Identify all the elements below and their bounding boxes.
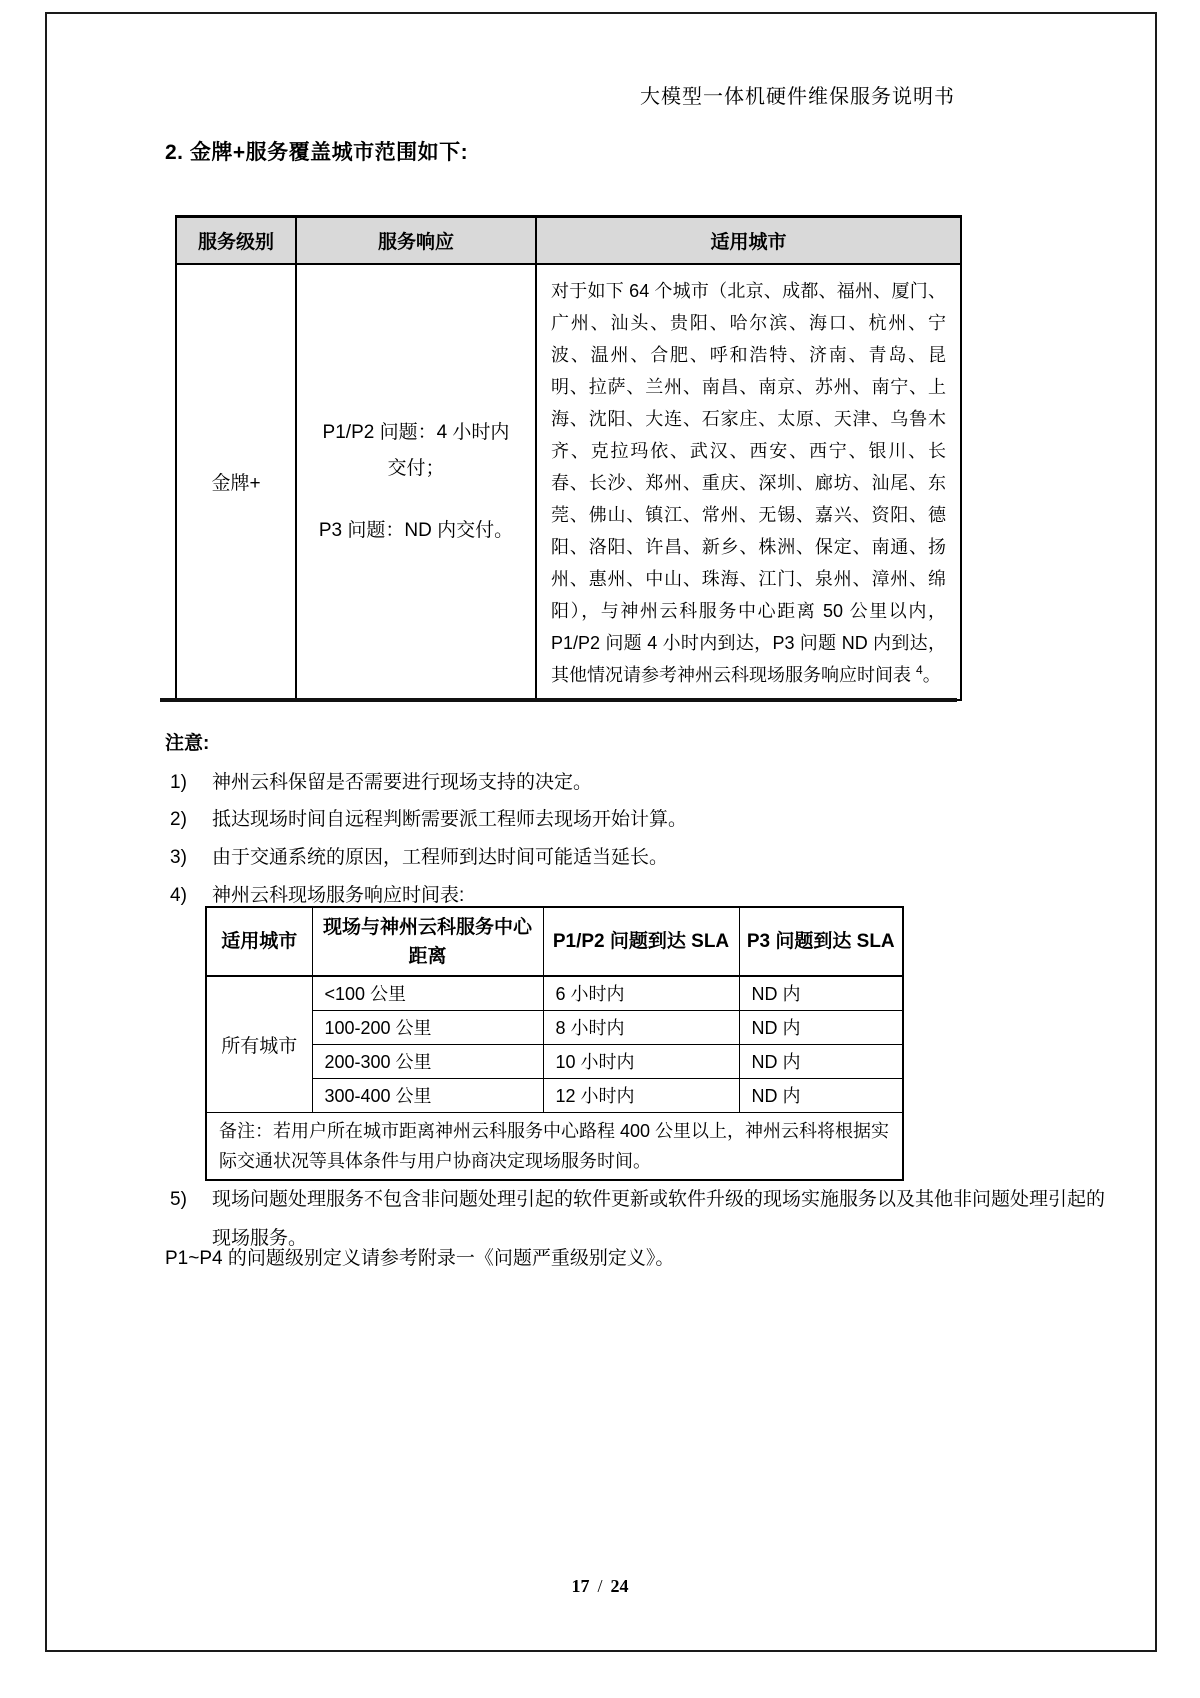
table2-header-applicable-cities: 适用城市 (206, 907, 312, 976)
notice-item-4-text: 神州云科现场服务响应时间表: (212, 885, 465, 906)
table2-remark-cell: 备注：若用户所在城市距离神州云科服务中心路程 400 公里以上，神州云科将根据实际交通状况等具体条件与用户协商决定现场服务时间。 (206, 1112, 903, 1180)
service-level-cell: 金牌+ (176, 264, 296, 700)
notice-item-5-number: 5) (170, 1189, 187, 1210)
page-number-separator: / (597, 1576, 603, 1596)
page-number-total: 24 (610, 1576, 629, 1596)
notice-item-1-number: 1) (170, 772, 187, 793)
table2-header-row (206, 907, 903, 976)
notice-item-1-text: 神州云科保留是否需要进行现场支持的决定。 (212, 772, 593, 793)
section-divider-rule (160, 698, 957, 702)
table2-header-p3-sla: P3 问题到达 SLA (739, 907, 903, 976)
p3-sla-cell: ND 内 (739, 1078, 903, 1112)
page-number-current: 17 (571, 1576, 590, 1596)
gold-plus-coverage-table (175, 215, 962, 701)
distance-cell: <100 公里 (312, 976, 543, 1010)
notice-item-2-number: 2) (170, 809, 187, 830)
notice-item-3 (170, 843, 668, 873)
p1p2-sla-cell: 6 小时内 (543, 976, 739, 1010)
service-response-cell (296, 264, 536, 700)
page-number (0, 1576, 1200, 1597)
table1-header-applicable-cities: 适用城市 (536, 217, 961, 264)
notice-label: 注意: (165, 733, 210, 754)
p1p2-sla-cell: 10 小时内 (543, 1044, 739, 1078)
p3-sla-cell: ND 内 (739, 1044, 903, 1078)
section-title: 2. 金牌+服务覆盖城市范围如下: (165, 141, 469, 164)
table1-header-row (176, 217, 961, 264)
table1-data-row (176, 264, 961, 700)
p3-sla-cell: ND 内 (739, 976, 903, 1010)
footnote-ref-4: 4 (916, 662, 923, 677)
notice-item-2-text: 抵达现场时间自远程判断需要派工程师去现场开始计算。 (212, 809, 688, 830)
notice-item-2 (170, 805, 687, 835)
document-header-title: 大模型一体机硬件维保服务说明书 (640, 86, 955, 108)
notice-item-3-text: 由于交通系统的原因，工程师到达时间可能适当延长。 (212, 847, 669, 868)
table2-header-p1p2-sla: P1/P2 问题到达 SLA (543, 907, 739, 976)
cities-text-tail: 。 (922, 664, 941, 685)
city-scope-cell: 所有城市 (206, 976, 312, 1112)
distance-cell: 100-200 公里 (312, 1010, 543, 1044)
applicable-cities-cell (536, 264, 961, 700)
p1p2-sla-cell: 12 小时内 (543, 1078, 739, 1112)
response-p1p2-text: P1/P2 问题：4 小时内交付； (322, 421, 510, 479)
table-remark-row (206, 1112, 903, 1180)
table1-header-service-response: 服务响应 (296, 217, 536, 264)
table-row (206, 976, 903, 1010)
notice-item-5-text: 现场问题处理服务不包含非问题处理引起的软件更新或软件升级的现场实施服务以及其他非问题处理引起的现场服务。 (212, 1189, 1106, 1249)
notice-item-3-number: 3) (170, 847, 187, 868)
p3-sla-cell: ND 内 (739, 1010, 903, 1044)
notice-item-1 (170, 768, 592, 798)
table2-header-distance: 现场与神州云科服务中心距离 (312, 907, 543, 976)
distance-cell: 200-300 公里 (312, 1044, 543, 1078)
distance-cell: 300-400 公里 (312, 1078, 543, 1112)
response-p3-text: P3 问题：ND 内交付。 (318, 519, 514, 541)
p1-p4-definition-line: P1~P4 的问题级别定义请参考附录一《问题严重级别定义》。 (165, 1248, 675, 1269)
p1p2-sla-cell: 8 小时内 (543, 1010, 739, 1044)
onsite-response-time-table (205, 906, 904, 1181)
notice-item-4-number: 4) (170, 885, 187, 906)
cities-text: 对于如下 64 个城市（北京、成都、福州、厦门、广州、汕头、贵阳、哈尔滨、海口、杭州、宁波、温州、合肥、呼和浩特、济南、青岛、昆明、拉萨、兰州、南昌、南京、苏州、南宁、上海、沈阳、大连、石家庄、太原、天津、乌鲁木齐、克拉玛依、武汉、西安、西宁、银川、长春、长沙、郑州、重庆、深圳、廊坊、汕尾、东莞、佛山、镇江、常州、无锡、嘉兴、资阳、德阳、洛阳、许昌、新乡、株洲、保定、南通、扬州、惠州、中山、珠海、江门、泉州、漳州、绵阳），与神州云科服务中心距离 50 公里以内，P1/P2 问题 4 小时内到达，P3 问题 ND 内到达，其他情况请参考神州云科现场服务响应时间表 (551, 280, 946, 685)
table1-header-service-level: 服务级别 (176, 217, 296, 264)
